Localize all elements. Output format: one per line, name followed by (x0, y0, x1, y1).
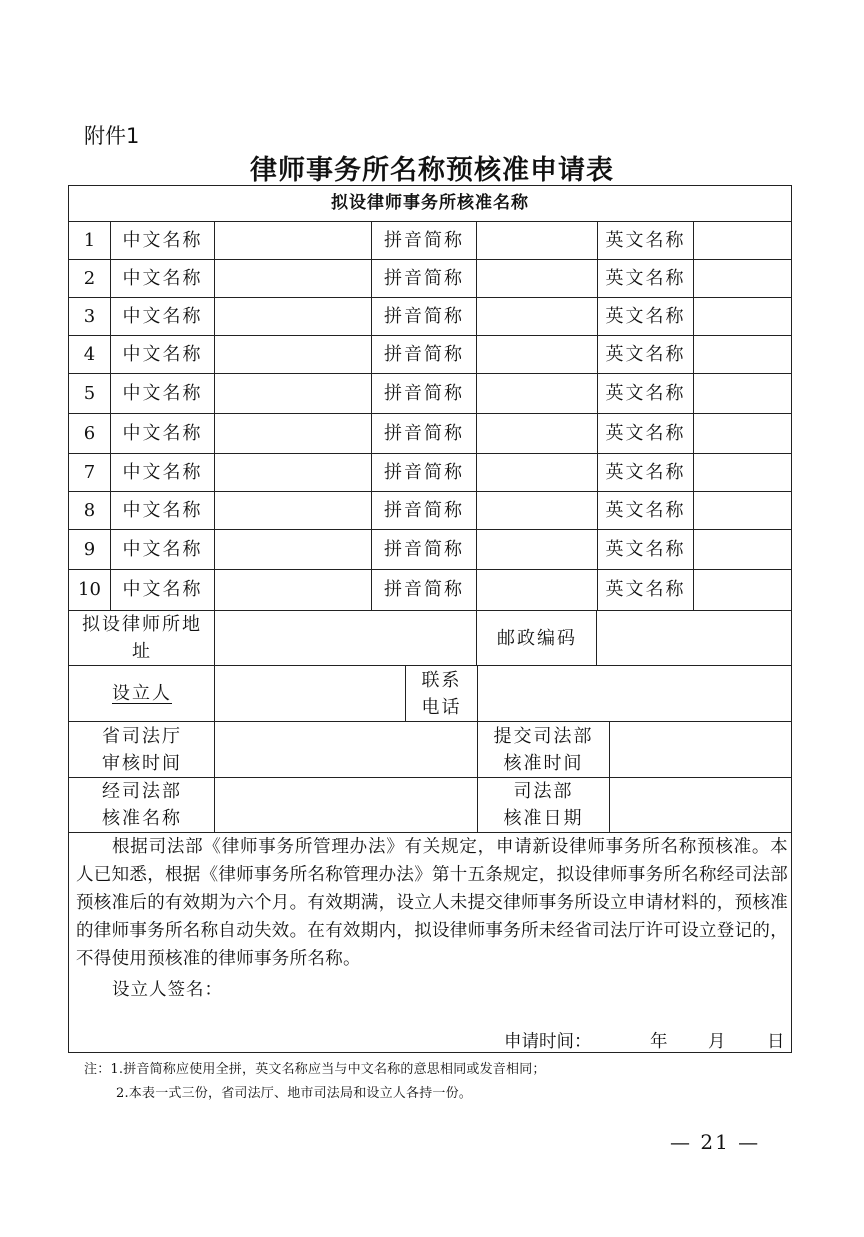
english-name-label: 英文名称 (605, 382, 686, 404)
apply-year-label: 年 (650, 1032, 668, 1052)
pinyin-abbr-field[interactable] (477, 373, 597, 413)
chinese-name-field[interactable] (215, 259, 371, 297)
pinyin-abbr-label: 拼音简称 (384, 461, 464, 483)
english-name-field[interactable] (694, 373, 791, 413)
declaration-text: 根据司法部《律师事务所管理办法》有关规定，申请新设律师事务所名称预核准。本人已知悉，根据《律师事务所名称管理办法》第十五条规定，拟设律师事务所名称经司法部预核准后的有效期为六个月。有效期满，设立人未提交律师事务所设立申请材料的，预核准的律师事务所名称自动失效。在有效期内，拟设律师事务所未经省司法厅许可设立登记的，不得使用预核准的律师事务所名称。 (76, 837, 788, 969)
row-number: 1 (83, 229, 96, 251)
chinese-name-label: 中文名称 (122, 343, 203, 365)
english-name-label: 英文名称 (605, 229, 686, 251)
chinese-name-label: 中文名称 (122, 382, 203, 404)
english-name-label: 英文名称 (605, 499, 686, 521)
province-review-label: 省司法厅 审核时间 (102, 725, 182, 774)
signature-label: 设立人签名： (112, 980, 223, 1000)
address-value-field[interactable] (215, 611, 477, 665)
apply-day-label: 日 (767, 1032, 785, 1052)
chinese-name-field[interactable] (215, 569, 371, 610)
chinese-name-label: 中文名称 (122, 499, 203, 521)
ministry-approval-date-field[interactable] (610, 778, 791, 832)
pinyin-abbr-label: 拼音简称 (384, 579, 464, 600)
address-label: 拟设律师所地 址 (82, 614, 202, 662)
pinyin-abbr-label: 拼音简称 (384, 538, 464, 560)
english-name-field[interactable] (694, 221, 791, 259)
row-number: 4 (83, 343, 96, 365)
pinyin-abbr-field[interactable] (477, 221, 597, 259)
chinese-name-field[interactable] (215, 491, 371, 529)
english-name-label: 英文名称 (605, 305, 686, 327)
english-name-field[interactable] (694, 529, 791, 569)
chinese-name-field[interactable] (215, 297, 371, 335)
chinese-name-field[interactable] (215, 529, 371, 569)
row-number: 3 (83, 305, 96, 327)
apply-time-label: 申请时间： (504, 1032, 592, 1052)
chinese-name-label: 中文名称 (122, 267, 203, 289)
chinese-name-label: 中文名称 (122, 461, 203, 483)
pinyin-abbr-label: 拼音简称 (384, 305, 464, 327)
founder-field[interactable] (215, 666, 405, 721)
chinese-name-field[interactable] (215, 373, 371, 413)
pinyin-abbr-label: 拼音简称 (384, 229, 464, 251)
form-title: 律师事务所名称预核准申请表 (250, 155, 614, 186)
english-name-field[interactable] (694, 413, 791, 453)
pinyin-abbr-field[interactable] (477, 529, 597, 569)
apply-month-label: 月 (708, 1032, 726, 1052)
chinese-name-field[interactable] (215, 453, 371, 491)
page-number: — 21 — (670, 1130, 761, 1154)
pinyin-abbr-field[interactable] (477, 259, 597, 297)
note-1: 注：1.拼音简称应使用全拼，英文名称应当与中文名称的意思相同或发音相同； (84, 1062, 546, 1077)
english-name-field[interactable] (694, 569, 791, 610)
submit-ministry-label: 提交司法部 核准时间 (493, 725, 594, 774)
english-name-field[interactable] (694, 453, 791, 491)
english-name-label: 英文名称 (605, 343, 686, 365)
english-name-label: 英文名称 (605, 538, 686, 560)
chinese-name-field[interactable] (215, 335, 371, 373)
english-name-field[interactable] (694, 335, 791, 373)
chinese-name-field[interactable] (215, 413, 371, 453)
pinyin-abbr-field[interactable] (477, 569, 597, 610)
pinyin-abbr-field[interactable] (477, 335, 597, 373)
ministry-approval-name-field[interactable] (215, 778, 477, 832)
ministry-approval-date-label: 司法部 核准日期 (503, 781, 584, 829)
submit-ministry-field[interactable] (610, 722, 791, 777)
english-name-label: 英文名称 (605, 461, 686, 483)
pinyin-abbr-field[interactable] (477, 453, 597, 491)
founder-label: 设立人 (112, 683, 172, 704)
row-number: 6 (83, 422, 96, 444)
province-review-field[interactable] (215, 722, 477, 777)
english-name-label: 英文名称 (605, 422, 686, 444)
section-header: 拟设律师事务所核准名称 (331, 193, 529, 213)
row-number: 5 (83, 382, 96, 404)
ministry-approval-name-label: 经司法部 核准名称 (102, 781, 182, 829)
postal-code-label: 邮政编码 (497, 627, 577, 649)
phone-field[interactable] (478, 666, 791, 721)
english-name-field[interactable] (694, 259, 791, 297)
chinese-name-label: 中文名称 (122, 422, 203, 444)
postal-code-field[interactable] (597, 611, 791, 665)
row-number: 2 (83, 267, 96, 289)
pinyin-abbr-label: 拼音简称 (384, 422, 464, 444)
pinyin-abbr-label: 拼音简称 (384, 343, 464, 365)
attachment-label: 附件1 (84, 124, 140, 148)
english-name-label: 英文名称 (605, 267, 686, 289)
pinyin-abbr-field[interactable] (477, 491, 597, 529)
row-number: 10 (78, 579, 101, 600)
pinyin-abbr-label: 拼音简称 (384, 382, 464, 404)
english-name-field[interactable] (694, 491, 791, 529)
phone-label: 联系 电话 (421, 669, 462, 718)
pinyin-abbr-label: 拼音简称 (384, 267, 464, 289)
chinese-name-label: 中文名称 (122, 579, 203, 600)
row-number: 8 (83, 499, 96, 521)
english-name-field[interactable] (694, 297, 791, 335)
chinese-name-label: 中文名称 (122, 538, 203, 560)
pinyin-abbr-field[interactable] (477, 413, 597, 453)
row-number: 7 (83, 461, 96, 483)
chinese-name-field[interactable] (215, 221, 371, 259)
row-number: 9 (83, 538, 96, 560)
pinyin-abbr-label: 拼音简称 (384, 499, 464, 521)
pinyin-abbr-field[interactable] (477, 297, 597, 335)
chinese-name-label: 中文名称 (122, 305, 203, 327)
chinese-name-label: 中文名称 (122, 229, 203, 251)
note-2: 2.本表一式三份，省司法厅、地市司法局和设立人各持一份。 (116, 1086, 473, 1101)
english-name-label: 英文名称 (605, 579, 686, 600)
